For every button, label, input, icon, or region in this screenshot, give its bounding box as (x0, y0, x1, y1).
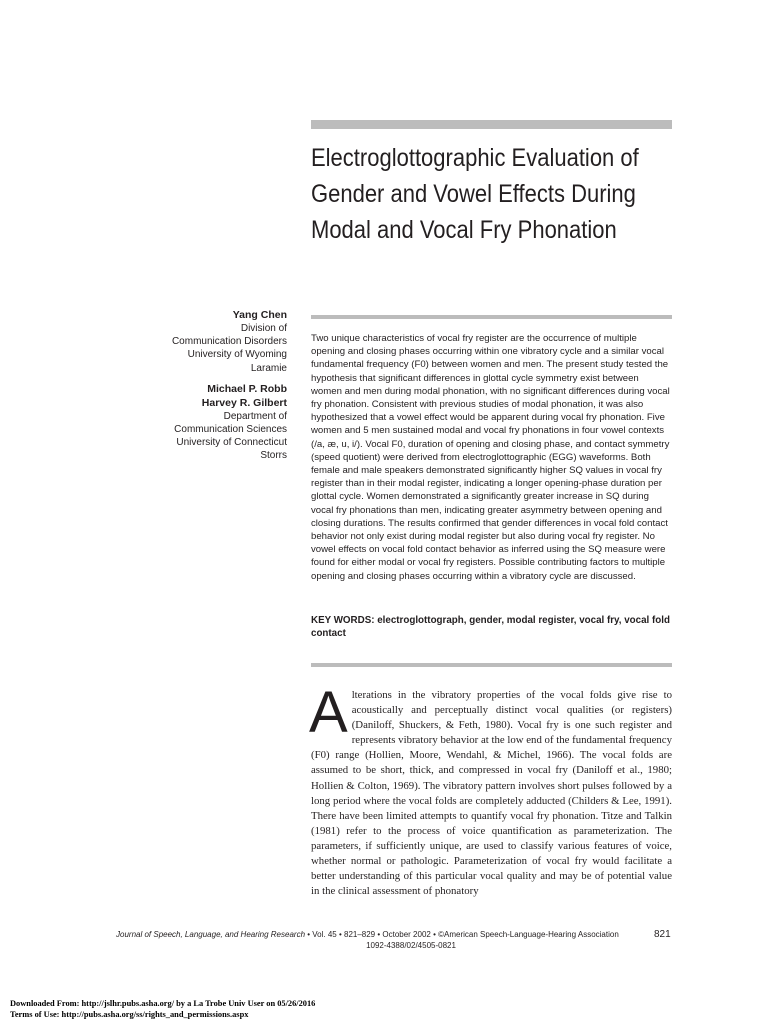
abstract-text: Two unique characteristics of vocal fry register are the occurrence of multiple opening and closing phases occurring within one vibratory cycle and a similar vocal fundamental frequency (F0) between women and men. The present study tested the hypothesis that significant differences in glottal cycle symmetry exist between women and men during modal phonation, with no significant differences during vocal fry phonation. Consistent with previous studies of modal phonation, it was also hypothesized that a vowel effect would be apparent during vocal fry phonation. Five women and 5 men sustained modal and vocal fry phonations in four vowel contexts (/a, æ, u, i/). Vocal F0, duration of opening and closing phase, and contact symmetry (speed quotient) were derived from electroglottographic (EGG) waveforms. Both female and male speakers demonstrated significantly higher SQ values in vocal fry register than in their modal register, indicating a longer opening-phase duration per glottal cycle. Women demonstrated a significantly greater increase in SQ during vocal fry phonations than men, indicating greater asymmetry between opening and closing durations. The results confirmed that gender differences in vocal fold contact behavior not only exist during modal register but also during vocal fry register. No vowel effects on vocal fold contact behavior as inferred using the SQ measure were found for either modal or vocal fry registers. Possible contributing factors to multiple opening and closing phases occurring within a vibratory cycle are discussed. (311, 333, 670, 582)
title-line: Gender and Vowel Effects During (311, 180, 636, 208)
drop-cap: A (309, 680, 348, 745)
affiliation-line: Communication Sciences (174, 424, 287, 436)
journal-details: • Vol. 45 • 821–829 • October 2002 • ©American Speech-Language-Hearing Association (305, 930, 619, 939)
journal-footer (116, 929, 676, 951)
abstract-top-rule (311, 315, 672, 319)
footer-citation (116, 929, 676, 940)
article-title (311, 140, 645, 248)
keywords: KEY WORDS: electroglottograph, gender, modal register, vocal fry, vocal fold contact (311, 615, 670, 640)
affiliation-line: Division of (240, 323, 287, 334)
title-line: Electroglottographic Evaluation of (311, 144, 639, 172)
author-block (87, 308, 287, 470)
title-line: Modal and Vocal Fry Phonation (311, 216, 617, 244)
issn: 1092-4388/02/4505-0821 (366, 941, 456, 950)
author-group-2 (87, 382, 287, 463)
affiliation-line: University of Connecticut (176, 437, 287, 449)
author-name: Harvey R. Gilbert (201, 396, 287, 409)
affiliation-line: Communication Disorders (171, 336, 287, 348)
author-group-1 (87, 308, 287, 375)
affiliation-line: University of Wyoming (187, 349, 287, 361)
affiliation-line: Storrs (260, 450, 287, 462)
body-paragraph: lterations in the vibratory properties of the vocal folds give rise to acoustically and perceptually distinct vocal qualities (or registers) (Daniloff, Shuckers, & Feth, 1980). Vocal fry is one such register and represents vibratory behavior at the low end of the fundamental frequency (F0) range (Hollien, Moore, Wendahl, & Michel, 1966). The vocal folds are assumed to be short, thick, and compressed in vocal fry (Daniloff et al., 1980; Hollien & Colton, 1969). The vibratory pattern involves short pulses followed by a long period where the vocal folds are completely adducted (Childers & Lee, 1991). There have been limited attempts to quantify vocal fry phonation. Titze and Talkin (1981) refer to the process of voice quantification as parameterization. The parameters, if sufficiently unique, are used to classify various features of voice, whether normal or pathologic. Parameterization of vocal fry would facilitate a better understanding of this particular vocal quality and may be of potential value in the clinical assessment of phonatory (311, 689, 672, 898)
affiliation-line: Laramie (250, 362, 287, 374)
affiliation-line: Department of (223, 410, 287, 422)
body-text (309, 680, 672, 899)
abstract (311, 332, 672, 583)
page-number: 821 (654, 929, 671, 940)
author-name: Yang Chen (232, 309, 287, 321)
terms-line: Terms of Use: http://pubs.asha.org/ss/rights_and_permissions.aspx (10, 1009, 249, 1019)
journal-name: Journal of Speech, Language, and Hearing Research (116, 930, 306, 939)
abstract-bottom-rule (311, 663, 672, 667)
title-rule (311, 120, 672, 129)
download-note (10, 999, 315, 1020)
author-name: Michael P. Robb (207, 382, 287, 395)
download-line: Downloaded From: http://jslhr.pubs.asha.org/ by a La Trobe Univ User on 05/26/2016 (10, 999, 316, 1008)
